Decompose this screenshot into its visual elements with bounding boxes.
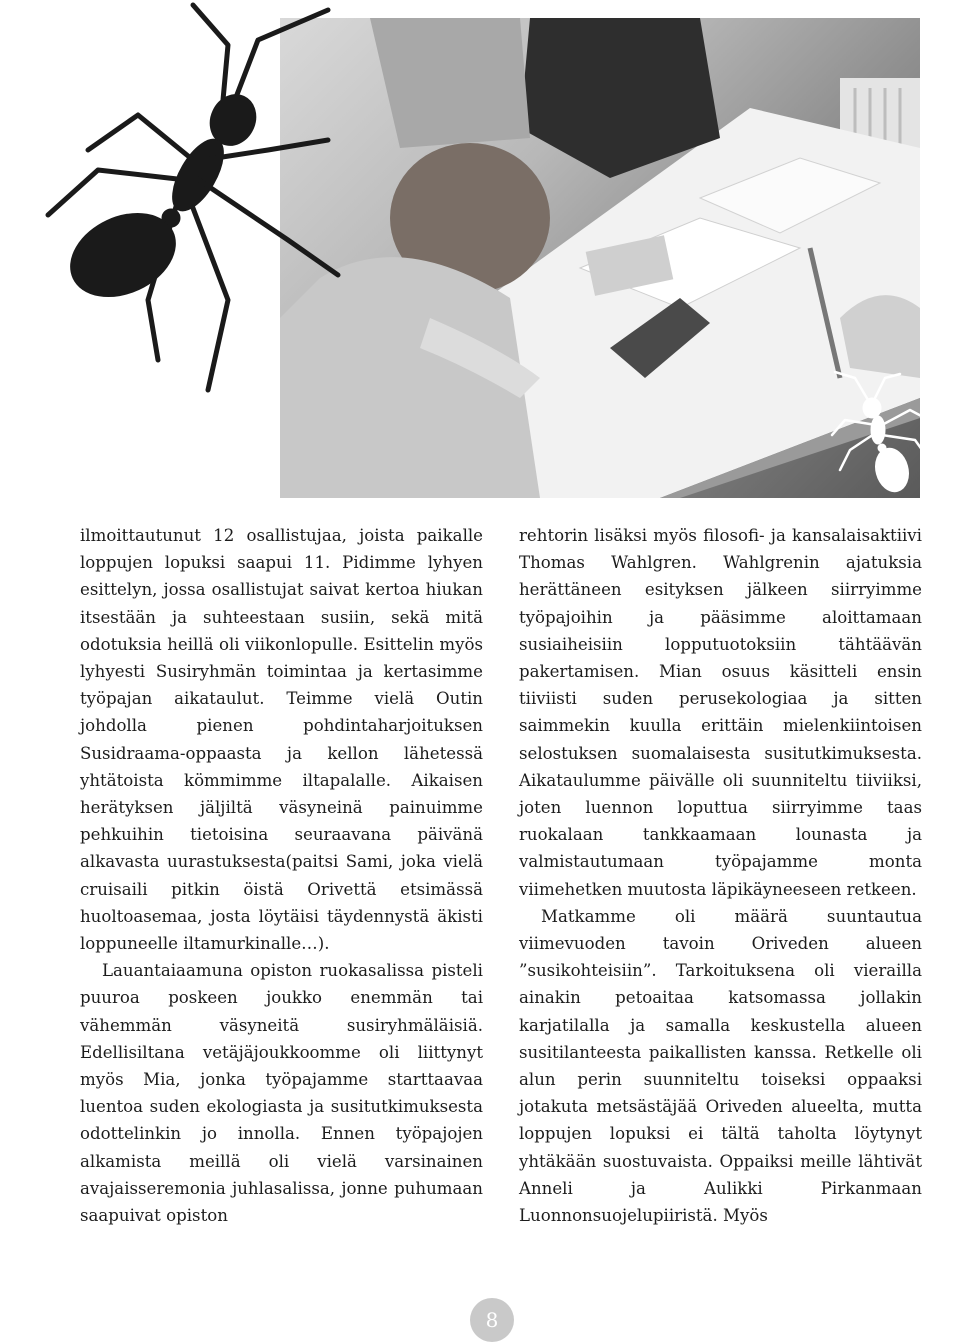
ant-small-icon bbox=[830, 370, 930, 498]
paragraph: ilmoittautunut 12 osallistujaa, joista paikalle loppujen lopuksi saapui 11. Pidimme lyhyen esittelyn, jossa osallistujat saivat kertoa hiukan itsestään ja suhteestaan susiin, sekä mitä odotuksia heillä oli viikonlopulle. Esittelin myös lyhyesti Susiryhmän toimintaa ja kertasimme työpajan aikataulut. Teimme vielä Outin johdolla pienen pohdintaharjoituksen Susidraama-oppaasta ja kellon lähetessä yhtätoista kömmimme iltapalalle. Aikaisen herätyksen jäljiltä väsyneinä painuimme pehkuihin tietoisina seuraavana päivänä alkavasta uurastuksesta(paitsi Sami, joka vielä cruisaili pitkin öistä Orivettä etsimässä huoltoasemaa, josta löytäisi täydennystä äkisti loppuneelle iltamurkinalle…). bbox=[80, 526, 483, 954]
page-number: 8 bbox=[470, 1298, 514, 1342]
left-text-column bbox=[80, 522, 483, 1229]
paragraph: rehtorin lisäksi myös filosofi- ja kansalaisaktiivi Thomas Wahlgren. Wahlgrenin ajatuksia herättäneen esityksen jälkeen siirryimme työpajoihin ja pääsimme aloittamaan susiaiheisiin lopputuotoksiin tähtäävän pakertamisen. Mian osuus käsitteli ensin tiiviisti suden perusekologiaa ja sitten saimmekin kuulla erittäin mielenkiintoisen selostuksen suomalaisesta susitutkimuksesta. Aikataulumme päivälle oli suunniteltu tiiviiksi, joten luennon loputtua siirryimme taas ruokalaan tankkaamaan lounasta ja valmistautumaan työpajamme monta viimehetken muutosta läpikäyneeseen retkeen. bbox=[519, 526, 922, 899]
right-text-column bbox=[519, 522, 922, 1229]
classroom-photo bbox=[280, 18, 920, 498]
classroom-photo-icon bbox=[280, 18, 920, 498]
ant-large-icon bbox=[28, 0, 358, 400]
paragraph: Lauantaiaamuna opiston ruokasalissa pisteli puuroa poskeen joukko enemmän tai vähemmän väsyneitä susiryhmäläisiä. Edellisiltana vetäjäjoukkoomme oli liittynyt myös Mia, jonka työpajamme starttaavaa luentoa suden ekologiasta ja susitutkimuksesta odottelinkin jo innolla. Ennen työpajojen alkamista meillä oli vielä varsinainen avajaisseremonia juhlasalissa, jonne puhumaan saapuivat opiston bbox=[80, 961, 483, 1226]
paragraph: Matkamme oli määrä suuntautua viimevuoden tavoin Oriveden alueen ”susikohteisiin”. Tarkoituksena oli vierailla ainakin petoaitaa katsomassa jollakin karjatilalla ja samalla keskustella alueen susitilanteesta paikallisten kanssa. Retkelle oli alun perin suunniteltu toiseksi oppaaksi jotakuta metsästäjää Oriveden alueelta, mutta loppujen lopuksi ei tältä taholta löytynyt yhtäkään suostuvaista. Oppaiksi meille lähtivät Anneli ja Aulikki Pirkanmaan Luonnonsuojelupiiristä. Myös bbox=[519, 906, 922, 1226]
